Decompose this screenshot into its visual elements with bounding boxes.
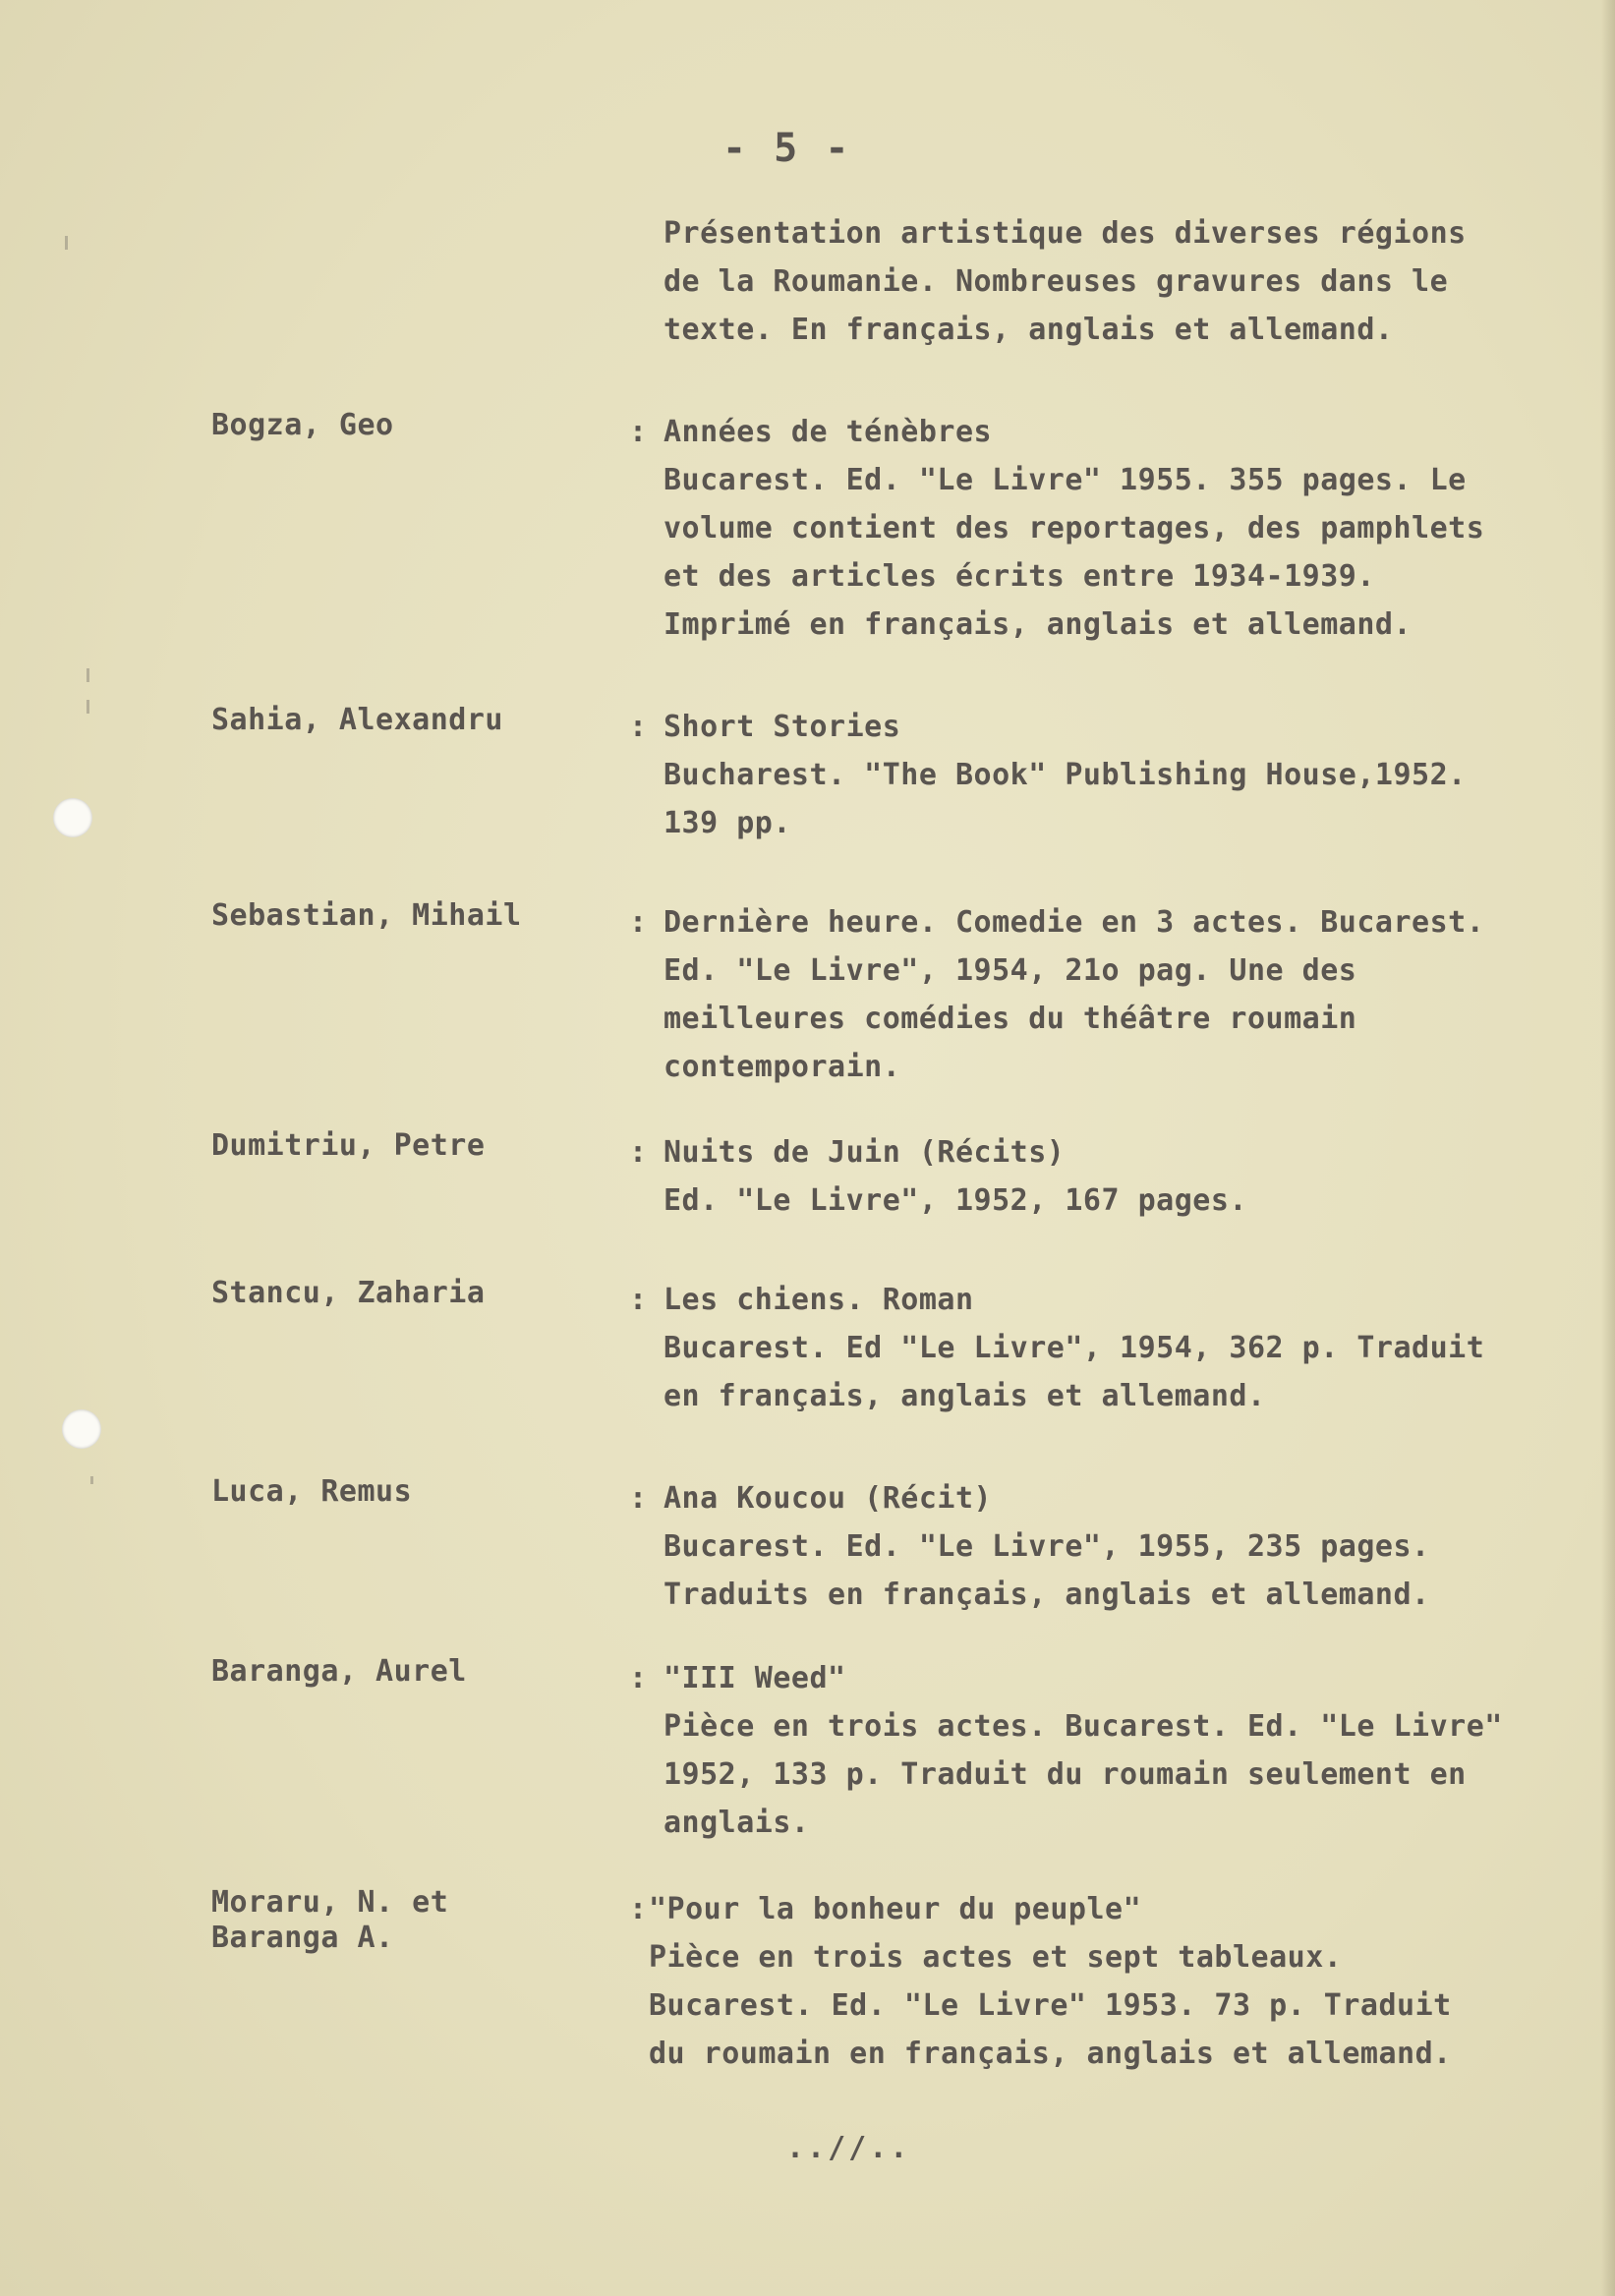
page-edge-shadow — [1601, 0, 1615, 2296]
text-line: Pièce en trois actes. Bucarest. Ed. "Le Livre" — [663, 1709, 1503, 1744]
continuation-mark: ..//.. — [786, 2131, 911, 2165]
entry-details — [663, 1276, 1587, 1420]
text-line: Traduits en français, anglais et allemand. — [663, 1578, 1430, 1612]
entry-author: Sebastian, Mihail — [211, 898, 522, 933]
text-line: Bucarest. Ed. "Le Livre" 1955. 355 pages. Le — [663, 463, 1467, 497]
text-line: Dernière heure. Comedie en 3 actes. Bucarest. — [663, 905, 1485, 940]
entry-details — [649, 1885, 1573, 2078]
entry-colon: : — [629, 1892, 648, 1926]
text-line: Ed. "Le Livre", 1952, 167 pages. — [663, 1183, 1247, 1218]
text-line: Pièce en trois actes et sept tableaux. — [649, 1940, 1343, 1975]
entry-author: Moraru, N. et Baranga A. — [211, 1885, 449, 1955]
entry-colon: : — [629, 905, 648, 940]
text-line: Ed. "Le Livre", 1954, 21o pag. Une des — [663, 953, 1357, 988]
entry-author: Baranga, Aurel — [211, 1654, 467, 1689]
text-line: Short Stories — [663, 710, 901, 744]
entry-colon: : — [629, 1135, 648, 1170]
entry-details — [663, 408, 1587, 649]
page-number: - 5 - — [722, 126, 851, 171]
text-line: Bucarest. Ed. "Le Livre", 1955, 235 pages. — [663, 1529, 1430, 1564]
text-line: Années de ténèbres — [663, 415, 993, 449]
entry-author: Dumitriu, Petre — [211, 1128, 486, 1163]
text-line: Bucarest. Ed. "Le Livre" 1953. 73 p. Traduit — [649, 1988, 1452, 2023]
text-line: Présentation artistique des diverses régions — [663, 216, 1467, 251]
text-line: "Pour la bonheur du peuple" — [649, 1892, 1142, 1926]
text-line: 139 pp. — [663, 806, 791, 840]
text-line: du roumain en français, anglais et allemand. — [649, 2037, 1452, 2071]
text-line: meilleures comédies du théâtre roumain — [663, 1002, 1357, 1036]
text-line: en français, anglais et allemand. — [663, 1379, 1266, 1413]
paper-mark — [65, 236, 68, 250]
entry-colon: : — [629, 1661, 648, 1695]
entry-author: Bogza, Geo — [211, 408, 394, 442]
entry-details — [663, 1654, 1587, 1847]
text-line: et des articles écrits entre 1934-1939. — [663, 559, 1375, 594]
text-line: contemporain. — [663, 1050, 901, 1084]
entry-colon: : — [629, 1283, 648, 1317]
intro-paragraph — [663, 209, 1578, 354]
text-line: texte. En français, anglais et allemand. — [663, 313, 1394, 347]
punch-hole-top — [53, 798, 92, 837]
entry-colon: : — [629, 415, 648, 449]
text-line: Bucarest. Ed "Le Livre", 1954, 362 p. Traduit — [663, 1331, 1485, 1365]
entry-colon: : — [629, 1481, 648, 1516]
text-line: volume contient des reportages, des pamphlets — [663, 511, 1485, 545]
paper-mark — [87, 700, 89, 714]
entry-author: Sahia, Alexandru — [211, 703, 503, 737]
text-line: de la Roumanie. Nombreuses gravures dans le — [663, 264, 1449, 299]
entry-details — [663, 703, 1587, 847]
text-line: Les chiens. Roman — [663, 1283, 974, 1317]
punch-hole-bottom — [62, 1409, 101, 1449]
entry-details — [663, 1474, 1587, 1619]
paper-mark — [90, 1476, 93, 1484]
entry-details — [663, 1128, 1587, 1225]
text-line: Ana Koucou (Récit) — [663, 1481, 993, 1516]
paper-mark — [87, 668, 89, 682]
text-line: Imprimé en français, anglais et allemand. — [663, 607, 1413, 642]
entry-details — [663, 898, 1587, 1091]
entry-author: Luca, Remus — [211, 1474, 413, 1509]
text-line: "III Weed" — [663, 1661, 846, 1695]
text-line: anglais. — [663, 1806, 810, 1840]
text-line: Bucharest. "The Book" Publishing House,1952. — [663, 758, 1467, 792]
text-line: Nuits de Juin (Récits) — [663, 1135, 1066, 1170]
entry-colon: : — [629, 710, 648, 744]
text-line: 1952, 133 p. Traduit du roumain seulement en — [663, 1757, 1467, 1792]
entry-author: Stancu, Zaharia — [211, 1276, 486, 1310]
